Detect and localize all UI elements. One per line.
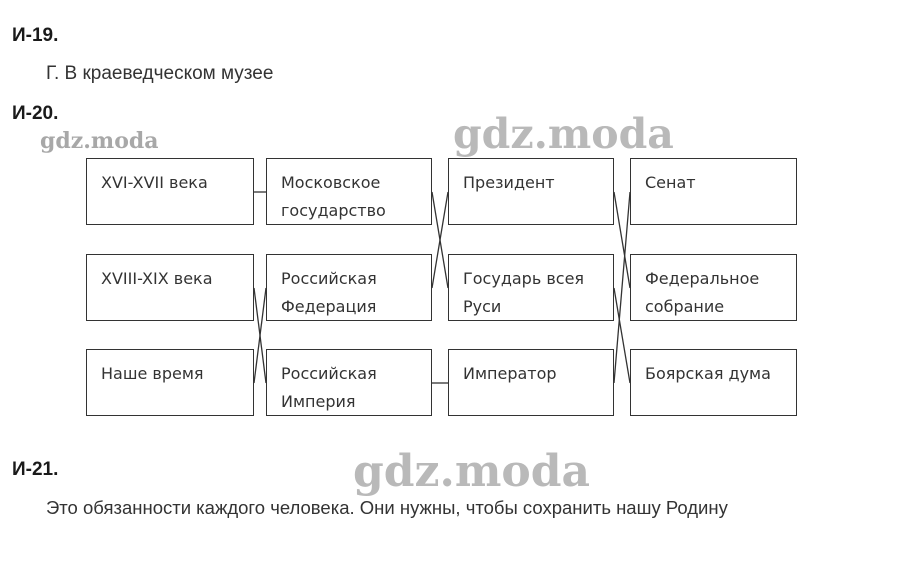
ruler-box xyxy=(448,349,614,416)
council-label: Сенат xyxy=(645,173,696,192)
watermark-bottom: gdz.moda xyxy=(353,446,591,497)
period-label: Наше время xyxy=(101,364,204,383)
state-box xyxy=(266,349,432,416)
link-ruler1-council2 xyxy=(614,192,630,288)
period-label: XVIII-XIX века xyxy=(101,269,213,288)
period-label: XVI-XVII века xyxy=(101,173,208,192)
council-box xyxy=(630,254,797,321)
link-ruler2-council3 xyxy=(614,288,630,383)
state-box xyxy=(266,254,432,321)
council-box xyxy=(630,158,797,225)
watermark-top: gdz.moda xyxy=(453,110,674,158)
answer-i19: Г. В краеведческом музее xyxy=(46,63,274,84)
state-label: Российская Федерация xyxy=(281,269,377,316)
state-box xyxy=(266,158,432,225)
council-box xyxy=(630,349,797,416)
ruler-label: Государь всея Руси xyxy=(463,269,585,316)
answer-i21: Это обязанности каждого человека. Они нужны, чтобы сохранить нашу Родину xyxy=(46,497,728,518)
council-label: Федеральное собрание xyxy=(645,269,760,316)
council-label: Боярская дума xyxy=(645,364,771,383)
link-ruler3-council1 xyxy=(614,192,630,383)
ruler-box xyxy=(448,254,614,321)
heading-i19: И-19. xyxy=(12,25,59,46)
heading-i20: И-20. xyxy=(12,103,59,124)
state-label: Московское государство xyxy=(281,173,386,220)
ruler-label: Император xyxy=(463,364,557,383)
period-box xyxy=(86,158,254,225)
state-label: Российская Империя xyxy=(281,364,377,411)
watermark-small: gdz.moda xyxy=(40,128,159,154)
heading-i21: И-21. xyxy=(12,459,59,480)
period-box xyxy=(86,254,254,321)
period-box xyxy=(86,349,254,416)
ruler-label: Президент xyxy=(463,173,555,192)
ruler-box xyxy=(448,158,614,225)
